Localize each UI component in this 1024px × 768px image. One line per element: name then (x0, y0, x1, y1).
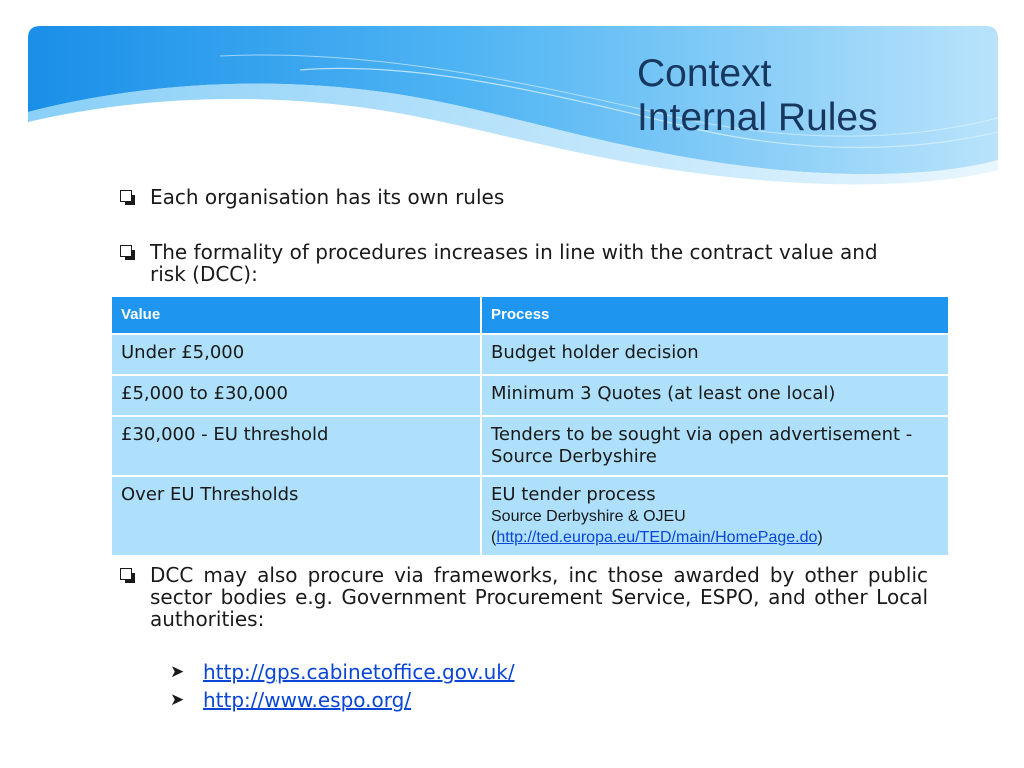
column-header-value: Value (111, 296, 481, 334)
cell-value: £30,000 - EU threshold (111, 416, 481, 476)
cell-process: Tenders to be sought via open advertisement - Source Derbyshire (481, 416, 949, 476)
cell-process-link-line (491, 527, 939, 548)
table-row (111, 416, 949, 476)
paren-close: ) (817, 529, 823, 546)
cell-value: Under £5,000 (111, 334, 481, 375)
bullet-text: DCC may also procure via frameworks, inc those awarded by other public sector bodies e.g. Government Procurement Service, ESPO, and other Local authorities: (150, 563, 928, 631)
bullet-item (120, 186, 930, 208)
slide-title-line2: Internal Rules (637, 96, 878, 139)
table-header-row (111, 296, 949, 334)
table-row (111, 375, 949, 416)
gps-link[interactable]: http://gps.cabinetoffice.gov.uk/ (203, 660, 515, 684)
square-bullet-icon (120, 245, 132, 257)
cell-value: £5,000 to £30,000 (111, 375, 481, 416)
arrow-bullet-icon: ➤ (170, 662, 185, 682)
list-item (170, 686, 515, 714)
ted-europa-link[interactable]: http://ted.europa.eu/TED/main/HomePage.do (496, 529, 818, 546)
paren-open: ( (491, 529, 497, 546)
slide-title-line1: Context (637, 52, 772, 95)
bullet-item (120, 564, 928, 630)
square-bullet-icon (120, 568, 132, 580)
table-row (111, 334, 949, 375)
table-row (111, 476, 949, 556)
cell-process: Budget holder decision (481, 334, 949, 375)
list-item (170, 658, 515, 686)
espo-link[interactable]: http://www.espo.org/ (203, 688, 412, 712)
bullet-item (120, 241, 880, 285)
cell-process: Minimum 3 Quotes (at least one local) (481, 375, 949, 416)
cell-process-sub: Source Derbyshire & OJEU (491, 508, 686, 525)
column-header-process: Process (481, 296, 949, 334)
procedures-table (110, 295, 950, 557)
cell-process (481, 476, 949, 556)
bullet-text: Each organisation has its own rules (150, 185, 505, 209)
square-bullet-icon (120, 190, 132, 202)
slide-title (637, 52, 878, 140)
framework-links (170, 658, 515, 714)
cell-value: Over EU Thresholds (111, 476, 481, 556)
bullet-text: The formality of procedures increases in line with the contract value and risk (DCC): (150, 240, 878, 286)
arrow-bullet-icon: ➤ (170, 690, 185, 710)
cell-process-main: EU tender process (491, 484, 656, 505)
